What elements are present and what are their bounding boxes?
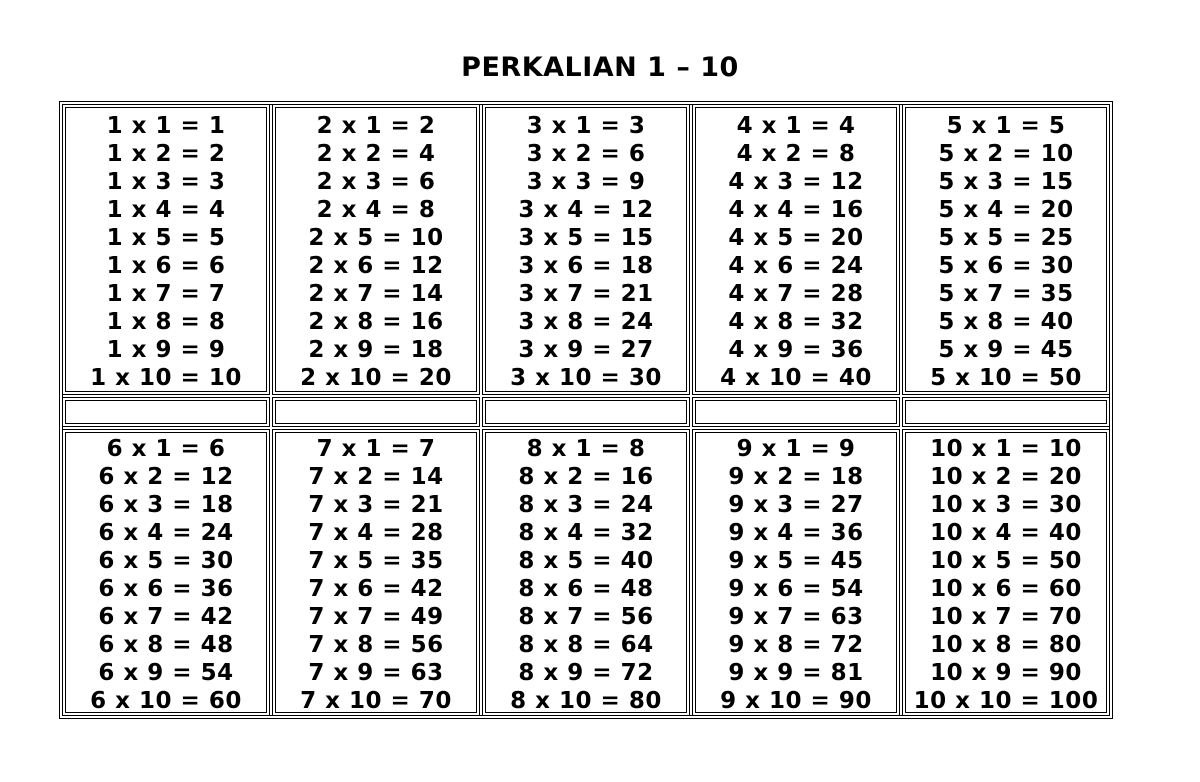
multiplication-fact: 9 x 2 = 18 xyxy=(728,464,864,490)
table-block-cell xyxy=(902,429,1110,716)
multiplication-fact: 6 x 2 = 12 xyxy=(98,464,234,490)
multiplication-fact: 5 x 7 = 35 xyxy=(938,281,1074,307)
multiplication-fact: 8 x 5 = 40 xyxy=(518,548,654,574)
multiplication-fact: 1 x 5 = 5 xyxy=(106,225,226,251)
multiplication-fact: 8 x 9 = 72 xyxy=(518,660,654,686)
table-block-cell xyxy=(692,429,900,716)
multiplication-fact: 10 x 6 = 60 xyxy=(930,576,1082,602)
multiplication-fact: 4 x 9 = 36 xyxy=(728,337,864,363)
multiplication-fact: 3 x 1 = 3 xyxy=(526,113,646,139)
multiplication-fact: 3 x 2 = 6 xyxy=(526,141,646,167)
multiplication-fact: 9 x 3 = 27 xyxy=(728,492,864,518)
multiplication-fact: 7 x 8 = 56 xyxy=(308,632,444,658)
multiplication-fact: 8 x 3 = 24 xyxy=(518,492,654,518)
multiplication-fact: 8 x 7 = 56 xyxy=(518,604,654,630)
multiplication-fact: 2 x 8 = 16 xyxy=(308,309,444,335)
multiplication-fact: 8 x 10 = 80 xyxy=(510,688,662,714)
multiplication-list xyxy=(66,435,266,714)
multiplication-list xyxy=(906,435,1106,714)
multiplication-fact: 6 x 9 = 54 xyxy=(98,660,234,686)
page-title: PERKALIAN 1 – 10 xyxy=(461,52,739,83)
multiplication-fact: 9 x 1 = 9 xyxy=(736,436,856,462)
multiplication-fact: 10 x 10 = 100 xyxy=(913,688,1099,714)
multiplication-fact: 7 x 3 = 21 xyxy=(308,492,444,518)
multiplication-fact: 4 x 1 = 4 xyxy=(736,113,856,139)
multiplication-fact: 1 x 4 = 4 xyxy=(106,197,226,223)
multiplication-fact: 7 x 7 = 49 xyxy=(308,604,444,630)
spacer-cell xyxy=(692,397,900,427)
multiplication-fact: 3 x 8 = 24 xyxy=(518,309,654,335)
multiplication-fact: 6 x 3 = 18 xyxy=(98,492,234,518)
multiplication-list xyxy=(66,112,266,389)
multiplication-fact: 10 x 5 = 50 xyxy=(930,548,1082,574)
multiplication-fact: 7 x 2 = 14 xyxy=(308,464,444,490)
multiplication-fact: 3 x 10 = 30 xyxy=(510,365,662,391)
multiplication-fact: 5 x 1 = 5 xyxy=(946,113,1066,139)
multiplication-fact: 6 x 7 = 42 xyxy=(98,604,234,630)
multiplication-fact: 9 x 7 = 63 xyxy=(728,604,864,630)
multiplication-fact: 5 x 9 = 45 xyxy=(938,337,1074,363)
multiplication-fact: 4 x 5 = 20 xyxy=(728,225,864,251)
multiplication-fact: 5 x 10 = 50 xyxy=(930,365,1082,391)
multiplication-list xyxy=(696,112,896,389)
multiplication-fact: 10 x 2 = 20 xyxy=(930,464,1082,490)
multiplication-fact: 5 x 5 = 25 xyxy=(938,225,1074,251)
multiplication-fact: 9 x 5 = 45 xyxy=(728,548,864,574)
multiplication-list xyxy=(906,112,1106,389)
multiplication-fact: 6 x 1 = 6 xyxy=(106,436,226,462)
multiplication-fact: 2 x 5 = 10 xyxy=(308,225,444,251)
multiplication-fact: 3 x 9 = 27 xyxy=(518,337,654,363)
spacer-cell xyxy=(62,397,270,427)
table-block-cell xyxy=(482,429,690,716)
multiplication-grid xyxy=(62,104,1110,716)
multiplication-fact: 3 x 4 = 12 xyxy=(518,197,654,223)
multiplication-list xyxy=(696,435,896,714)
multiplication-fact: 4 x 4 = 16 xyxy=(728,197,864,223)
multiplication-fact: 6 x 4 = 24 xyxy=(98,520,234,546)
multiplication-fact: 7 x 6 = 42 xyxy=(308,576,444,602)
multiplication-fact: 7 x 9 = 63 xyxy=(308,660,444,686)
multiplication-fact: 5 x 3 = 15 xyxy=(938,169,1074,195)
multiplication-fact: 8 x 8 = 64 xyxy=(518,632,654,658)
multiplication-fact: 2 x 2 = 4 xyxy=(316,141,436,167)
multiplication-fact: 9 x 6 = 54 xyxy=(728,576,864,602)
multiplication-fact: 2 x 4 = 8 xyxy=(316,197,436,223)
multiplication-fact: 10 x 3 = 30 xyxy=(930,492,1082,518)
spacer-cell xyxy=(902,397,1110,427)
multiplication-fact: 1 x 1 = 1 xyxy=(106,113,226,139)
multiplication-fact: 6 x 6 = 36 xyxy=(98,576,234,602)
multiplication-fact: 8 x 4 = 32 xyxy=(518,520,654,546)
multiplication-list xyxy=(486,435,686,714)
multiplication-fact: 7 x 10 = 70 xyxy=(300,688,452,714)
table-block-cell xyxy=(62,429,270,716)
multiplication-fact: 5 x 8 = 40 xyxy=(938,309,1074,335)
multiplication-fact: 3 x 3 = 9 xyxy=(526,169,646,195)
multiplication-fact: 2 x 10 = 20 xyxy=(300,365,452,391)
spacer-cell xyxy=(272,397,480,427)
multiplication-fact: 4 x 6 = 24 xyxy=(728,253,864,279)
spacer-cell xyxy=(482,397,690,427)
multiplication-fact: 6 x 8 = 48 xyxy=(98,632,234,658)
multiplication-fact: 5 x 4 = 20 xyxy=(938,197,1074,223)
multiplication-fact: 9 x 8 = 72 xyxy=(728,632,864,658)
multiplication-list xyxy=(276,435,476,714)
multiplication-fact: 2 x 1 = 2 xyxy=(316,113,436,139)
multiplication-list xyxy=(276,112,476,389)
table-block-cell xyxy=(62,104,270,395)
multiplication-fact: 4 x 3 = 12 xyxy=(728,169,864,195)
table-block-cell xyxy=(692,104,900,395)
multiplication-fact: 1 x 2 = 2 xyxy=(106,141,226,167)
multiplication-fact: 1 x 3 = 3 xyxy=(106,169,226,195)
multiplication-fact: 10 x 8 = 80 xyxy=(930,632,1082,658)
multiplication-fact: 9 x 4 = 36 xyxy=(728,520,864,546)
multiplication-fact: 1 x 10 = 10 xyxy=(90,365,242,391)
multiplication-fact: 10 x 1 = 10 xyxy=(930,436,1082,462)
multiplication-fact: 2 x 7 = 14 xyxy=(308,281,444,307)
multiplication-fact: 5 x 2 = 10 xyxy=(938,141,1074,167)
table-block-cell xyxy=(902,104,1110,395)
multiplication-fact: 8 x 1 = 8 xyxy=(526,436,646,462)
multiplication-fact: 3 x 5 = 15 xyxy=(518,225,654,251)
multiplication-fact: 6 x 10 = 60 xyxy=(90,688,242,714)
multiplication-fact: 3 x 7 = 21 xyxy=(518,281,654,307)
multiplication-fact: 4 x 8 = 32 xyxy=(728,309,864,335)
table-block-cell xyxy=(272,104,480,395)
multiplication-list xyxy=(486,112,686,389)
multiplication-fact: 2 x 3 = 6 xyxy=(316,169,436,195)
multiplication-fact: 1 x 6 = 6 xyxy=(106,253,226,279)
multiplication-fact: 1 x 8 = 8 xyxy=(106,309,226,335)
multiplication-fact: 10 x 9 = 90 xyxy=(930,660,1082,686)
multiplication-fact: 9 x 10 = 90 xyxy=(720,688,872,714)
multiplication-fact: 9 x 9 = 81 xyxy=(728,660,864,686)
multiplication-fact: 7 x 5 = 35 xyxy=(308,548,444,574)
multiplication-fact: 10 x 4 = 40 xyxy=(930,520,1082,546)
multiplication-fact: 7 x 1 = 7 xyxy=(316,436,436,462)
multiplication-fact: 8 x 6 = 48 xyxy=(518,576,654,602)
multiplication-fact: 1 x 7 = 7 xyxy=(106,281,226,307)
multiplication-fact: 1 x 9 = 9 xyxy=(106,337,226,363)
multiplication-fact: 2 x 6 = 12 xyxy=(308,253,444,279)
multiplication-fact: 6 x 5 = 30 xyxy=(98,548,234,574)
multiplication-fact: 7 x 4 = 28 xyxy=(308,520,444,546)
multiplication-fact: 3 x 6 = 18 xyxy=(518,253,654,279)
table-block-cell xyxy=(272,429,480,716)
table-block-cell xyxy=(482,104,690,395)
multiplication-fact: 5 x 6 = 30 xyxy=(938,253,1074,279)
multiplication-fact: 4 x 2 = 8 xyxy=(736,141,856,167)
multiplication-fact: 2 x 9 = 18 xyxy=(308,337,444,363)
multiplication-fact: 10 x 7 = 70 xyxy=(930,604,1082,630)
multiplication-fact: 4 x 10 = 40 xyxy=(720,365,872,391)
multiplication-fact: 8 x 2 = 16 xyxy=(518,464,654,490)
multiplication-fact: 4 x 7 = 28 xyxy=(728,281,864,307)
